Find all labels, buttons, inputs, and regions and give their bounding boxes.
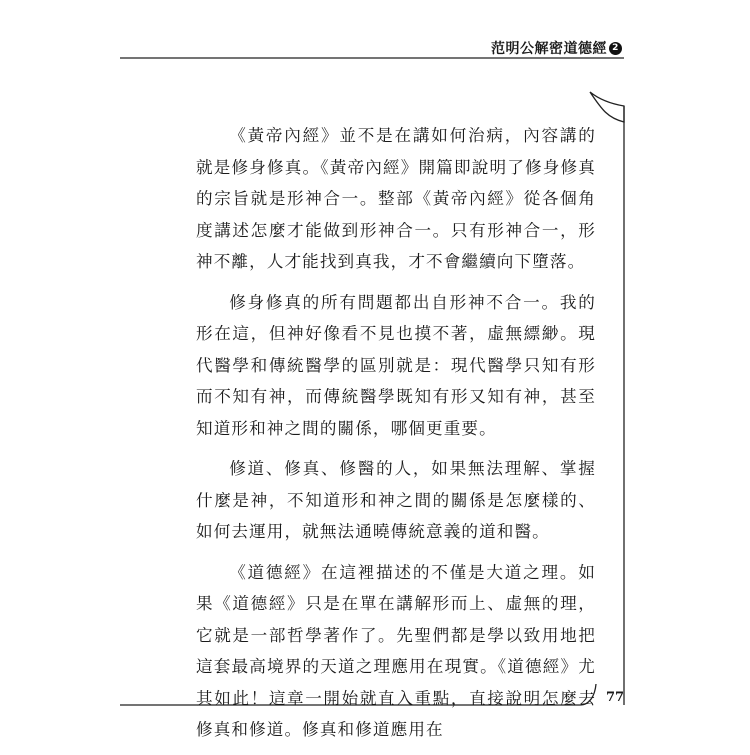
paragraph: 修身修真的所有問題都出自形神不合一。我的形在這，但神好像看不見也摸不著，虛無縹緲。現代醫學和傳統醫學的區別就是：現代醫學只知有形而不知有神，而傳統醫學既知有形又知有神，甚至知道形和神之間的關係，哪個更重要。 (196, 292, 596, 438)
paragraph: 《道德經》在這裡描述的不僅是大道之理。如果《道德經》只是在單在講解形而上、虛無的理，它就是一部哲學著作了。先聖們都是學以致用地把這套最高境界的天道之理應用在現實。《道德經》尤其如此！這章一開始就直入重點，直接說明怎麼去修真和修道。修真和修道應用在 (196, 562, 596, 739)
book-title: 范明公解密道德經 (491, 41, 607, 57)
paragraph: 《黃帝內經》並不是在講如何治病，內容講的就是修身修真。《黃帝內經》開篇即說明了修身修真的宗旨就是形神合一。整部《黃帝內經》從各個角度講述怎麼才能做到形神合一。只有形神合一，形神不離，人才能找到真我，才不會繼續向下墮落。 (196, 126, 596, 271)
paragraph: 修道、修真、修醫的人，如果無法理解、掌握什麼是神，不知道形和神之間的關係是怎麼樣的、如何去運用，就無法通曉傳統意義的道和醫。 (196, 459, 596, 541)
running-header (491, 38, 622, 58)
page-number: 77 (606, 690, 625, 705)
corner-curl-decoration (590, 92, 624, 122)
volume-badge: 2 (609, 42, 622, 55)
body-text (196, 120, 596, 755)
